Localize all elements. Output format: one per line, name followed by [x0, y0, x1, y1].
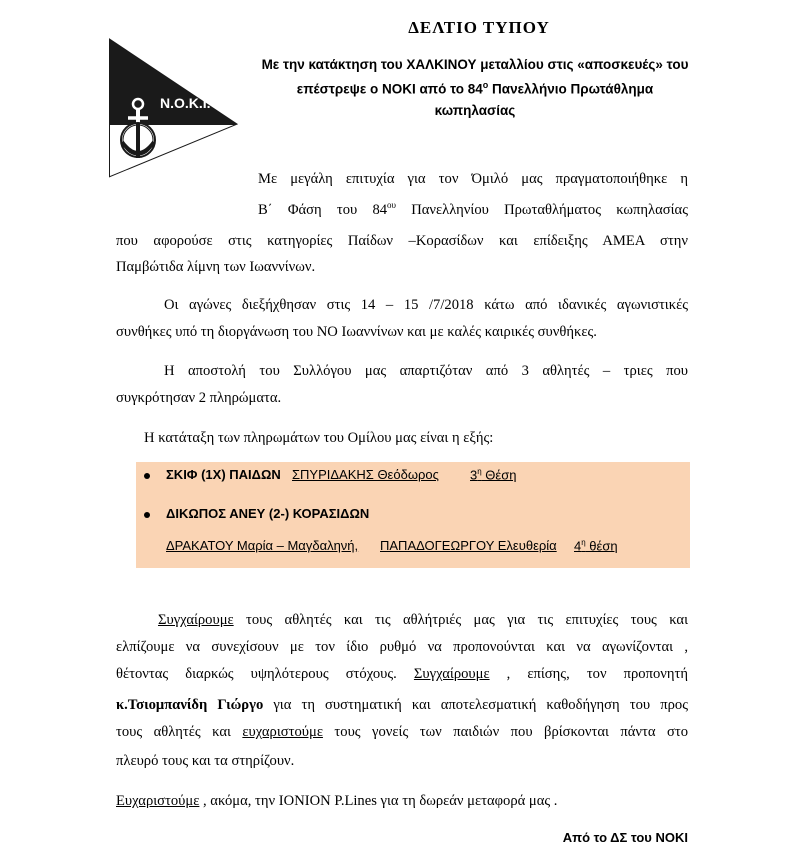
ranking-intro: Η κατάταξη των πληρωμάτων του Ομίλου μας είναι η εξής:	[144, 430, 494, 446]
result-athlete: ΠΑΠΑΔΟΓΕΩΡΓΟΥ Ελευθερία	[380, 538, 557, 553]
result-item	[144, 505, 684, 525]
team-line: Η αποστολή του Συλλόγου μας απαρτιζόταν από 3 αθλητές – τριες που	[164, 363, 688, 379]
club-logo	[108, 38, 238, 178]
subtitle-line: Με την κατάκτηση του ΧΑΛΚΙΝΟΥ μεταλλίου στις «αποσκευές» του	[261, 57, 689, 72]
bullet-icon	[144, 512, 150, 518]
congrats-line: Συγχαίρουμε τους αθλητές και τις αθλήτριές μας για τις επιτυχίες τους και	[158, 612, 688, 628]
subtitle-line: επέστρεψε ο ΝΟΚΙ από το $84^o$ Πανελλήνιο Πρωτάθλημα	[296, 80, 654, 97]
result-item	[144, 466, 684, 486]
intro-line: Παμβώτιδα λίμνη των Ιωαννίνων.	[116, 259, 316, 275]
bullet-icon	[144, 473, 150, 479]
page-title: ΔΕΛΤΙΟ ΤΥΠΟΥ	[408, 18, 550, 37]
svg-text:N.O.K.I.: N.O.K.I.	[160, 95, 211, 111]
result-athlete: ΣΠΥΡΙΔΑΚΗΣ Θεόδωρος	[292, 467, 439, 482]
result-place: $3^\eta$ Θέση	[470, 467, 517, 483]
congrats-line: τους αθλητές και ευχαριστούμε τους γονείς των παιδιών που βρίσκονται πάντα στο	[116, 724, 688, 740]
congrats-line: θέτοντας διαρκώς υψηλότερους στόχους. Συγχαίρουμε , επίσης, τον προπονητή	[116, 666, 688, 682]
subtitle	[240, 54, 710, 121]
result-category: ΔΙΚΩΠΟΣ ΑΝΕΥ (2-) ΚΟΡΑΣΙΔΩΝ	[166, 506, 370, 521]
intro-line: που αφορούσε στις κατηγορίες Παίδων –Κορασίδων και επίδειξης ΑΜΕΑ στην	[116, 233, 688, 249]
congrats-line: πλευρό τους και τα στηρίζουν.	[116, 753, 295, 769]
subtitle-line: κωπηλασίας	[434, 102, 516, 118]
thanks-line: Ευχαριστούμε , ακόμα, την IONION P.Lines για τη δωρεάν μεταφορά μας .	[116, 793, 558, 809]
team-line: συγκρότησαν 2 πληρώματα.	[116, 390, 282, 406]
races-line: συνθήκες υπό τη διοργάνωση του ΝΟ Ιωαννίνων και με καλές καιρικές συνθήκες.	[116, 324, 597, 340]
races-line: Οι αγώνες διεξήχθησαν στις 14 – 15 /7/2018 κάτω από ιδανικές αγωνιστικές	[164, 297, 688, 313]
result-place: $4^\eta$ θέση	[574, 538, 618, 554]
signature: Από το ΔΣ του ΝΟΚΙ	[562, 830, 688, 845]
congrats-line: ελπίζουμε να συνεχίσουν με τον ίδιο ρυθμό να προπονούνται και να αγωνίζονται ,	[116, 639, 688, 655]
result-athletes	[166, 537, 686, 557]
intro-line: Με μεγάλη επιτυχία για τον Όμιλό μας πραγματοποιήθηκε η	[258, 171, 688, 187]
result-athlete: ΔΡΑΚΑΤΟΥ Μαρία – Μαγδαληνή,	[166, 538, 359, 553]
congrats-line: κ.Τσιομπανίδη Γιώργο για τη συστηματική και αποτελεσματική καθοδήγηση του προς	[116, 697, 688, 713]
result-category: ΣΚΙΦ (1Χ) ΠΑΙΔΩΝ	[166, 467, 281, 482]
intro-line: Β΄ Φάση του $84^{o\upsilon}$ Πανελληνίου Πρωταθλήματος κωπηλασίας	[258, 200, 688, 218]
